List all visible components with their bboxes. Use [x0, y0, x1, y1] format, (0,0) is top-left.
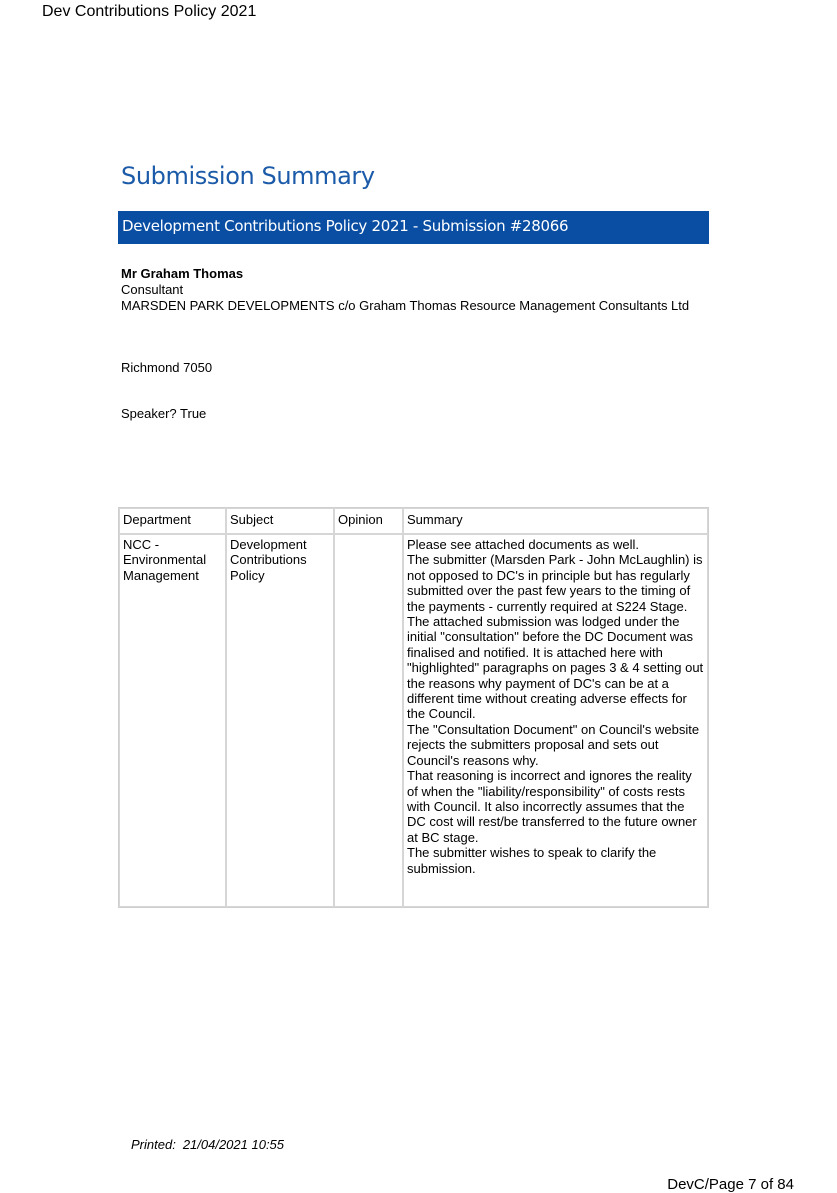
submitter-details: [121, 266, 701, 314]
page-number: DevC/Page 7 of 84: [667, 1176, 794, 1193]
speaker-status: Speaker? True: [121, 406, 207, 421]
printed-label: Printed:: [131, 1137, 176, 1152]
submitter-organisation: MARSDEN PARK DEVELOPMENTS c/o Graham Thomas Resource Management Consultants Ltd: [121, 298, 690, 313]
cell-opinion: [334, 534, 403, 907]
submission-banner: Development Contributions Policy 2021 - Submission #28066: [118, 211, 709, 244]
printed-date: 21/04/2021 10:55: [182, 1137, 285, 1152]
summary-line: That reasoning is incorrect and ignores the reality of when the "liability/responsibility" of costs rests with Council. It also incorrectly assumes that the DC cost will rest/be transferred to the future owner at BC stage.: [407, 768, 697, 845]
column-header-summary: Summary: [403, 508, 708, 534]
submitter-role: Consultant: [121, 282, 184, 297]
column-header-opinion: Opinion: [334, 508, 403, 534]
section-title: Submission Summary: [121, 162, 375, 190]
summary-line: Please see attached documents as well.: [407, 537, 639, 552]
document-header-title: Dev Contributions Policy 2021: [42, 3, 257, 20]
cell-department: NCC - Environmental Management: [119, 534, 226, 907]
cell-summary: [403, 534, 708, 907]
column-header-department: Department: [119, 508, 226, 534]
cell-subject: Development Contributions Policy: [226, 534, 334, 907]
summary-line: The submitter (Marsden Park - John McLaughlin) is not opposed to DC's in principle but has regularly submitted over the past few years to the timing of the payments - currently required at S224 Stage.: [407, 552, 703, 614]
printed-timestamp: [131, 1137, 284, 1152]
table-row: [119, 534, 708, 907]
summary-line: The attached submission was lodged under the initial "consultation" before the DC Document was finalised and notified. It is attached here with "highlighted" paragraphs on pages 3 & 4 setting out the reasons why payment of DC's can be at a different time without creating adverse effects for the Council.: [407, 614, 704, 722]
summary-line: The submitter wishes to speak to clarify the submission.: [407, 845, 657, 876]
table-header-row: [119, 508, 708, 534]
column-header-subject: Subject: [226, 508, 334, 534]
summary-line: The "Consultation Document" on Council's website rejects the submitters proposal and sets out Council's reasons why.: [407, 721, 700, 768]
submitter-location: Richmond 7050: [121, 360, 213, 375]
submission-table: [118, 507, 709, 908]
submitter-name: Mr Graham Thomas: [121, 266, 244, 281]
